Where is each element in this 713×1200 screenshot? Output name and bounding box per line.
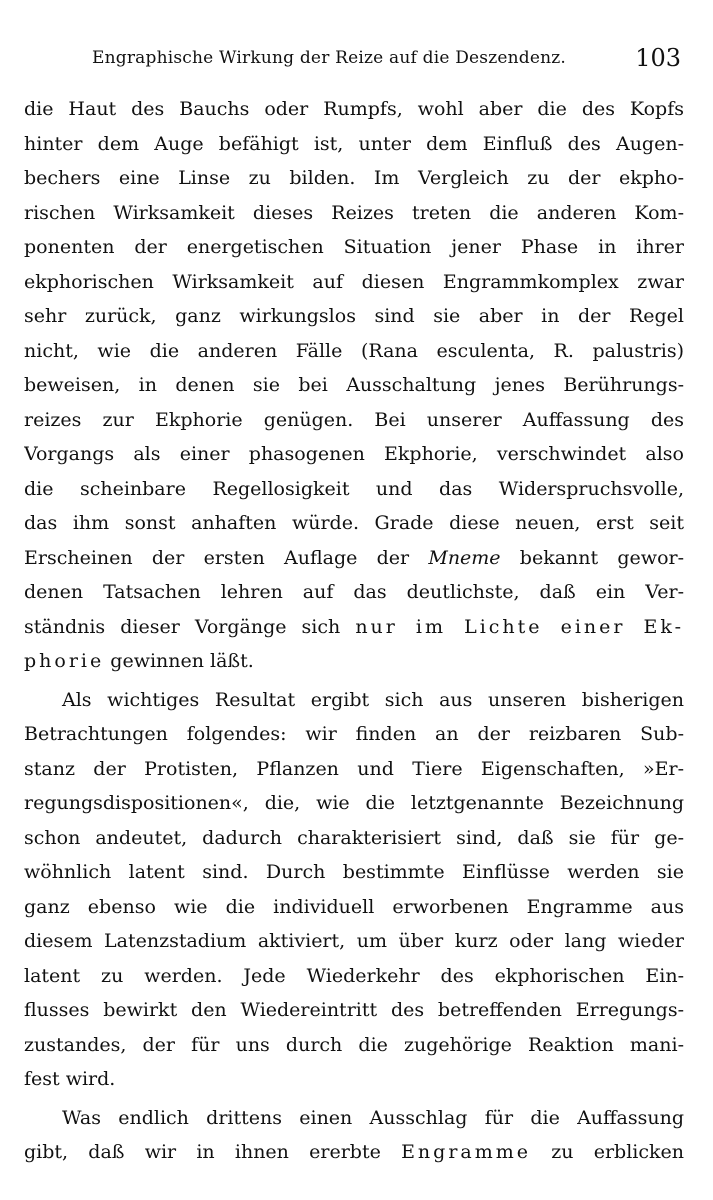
text-line: flusses bewirkt den Wiedereintritt des betreffenden Erregungs- — [24, 999, 684, 1021]
body-text — [24, 92, 684, 1170]
text-line: Als wichtiges Resultat ergibt sich aus unseren bisherigen — [62, 688, 684, 711]
text-line: stanz der Protisten, Pflanzen und Tiere Eigenschaften, »Er- — [24, 757, 684, 780]
text-segment: gewinnen läßt. — [104, 650, 254, 672]
emphasized-term: Mneme — [428, 546, 501, 569]
spaced-emphasis: phorie — [24, 650, 105, 672]
text-line: schon andeutet, dadurch charakterisiert sind, daß sie für ge- — [24, 826, 684, 849]
text-line: zustandes, der für uns durch die zugehörige Reaktion mani- — [24, 1033, 684, 1056]
text-line: reizes zur Ekphorie genügen. Bei unserer Auffassung des — [24, 408, 684, 431]
text-line: bechers eine Linse zu bilden. Im Vergleich zu der ekpho- — [24, 167, 684, 189]
text-line: fest wird. — [24, 1068, 116, 1090]
text-line: wöhnlich latent sind. Durch bestimmte Einflüsse werden sie — [24, 861, 684, 883]
page-number: 103 — [635, 44, 681, 72]
text-line: regungsdispositionen«, die, wie die letztgenannte Bezeichnung — [24, 792, 684, 814]
text-line: rischen Wirksamkeit dieses Reizes treten die anderen Kom- — [24, 201, 684, 224]
text-segment: Erscheinen der ersten Auflage der — [24, 546, 429, 569]
text-line: Was endlich drittens einen Ausschlag für die Auffassung — [62, 1106, 684, 1129]
text-segment: bekannt gewor- — [500, 546, 684, 569]
text-line: ganz ebenso wie die individuell erworbenen Engramme aus — [24, 895, 684, 918]
text-line: ekphorischen Wirksamkeit auf diesen Engrammkomplex zwar — [24, 270, 684, 293]
running-head — [30, 42, 683, 78]
text-line: ponenten der energetischen Situation jener Phase in ihrer — [24, 236, 684, 258]
spaced-emphasis: Engramme — [401, 1141, 532, 1163]
text-line — [24, 644, 684, 679]
text-line: denen Tatsachen lehren auf das deutlichste, daß ein Ver- — [24, 581, 684, 603]
paragraph-3 — [24, 1101, 684, 1170]
text-line — [24, 541, 684, 576]
running-title: Engraphische Wirkung der Reize auf die Deszendenz. — [92, 48, 567, 68]
text-line: Vorgangs als einer phasogenen Ekphorie, verschwindet also — [24, 443, 684, 465]
paragraph-2 — [24, 683, 684, 1097]
text-segment: gibt, daß wir in ihnen ererbte — [24, 1141, 402, 1163]
paragraph-1 — [24, 92, 684, 679]
text-segment: zu erblicken — [531, 1141, 684, 1163]
text-line: diesem Latenzstadium aktiviert, um über kurz oder lang wieder — [24, 930, 684, 952]
text-line: die Haut des Bauchs oder Rumpfs, wohl aber die des Kopfs — [24, 98, 684, 120]
text-line: Betrachtungen folgendes: wir finden an der reizbaren Sub- — [24, 723, 684, 745]
text-line: nicht, wie die anderen Fälle (Rana esculenta, R. palustris) — [24, 339, 684, 362]
text-line: sehr zurück, ganz wirkungslos sind sie aber in der Regel — [24, 305, 684, 327]
spaced-emphasis: nur im Lichte einer Ek- — [355, 615, 684, 638]
text-line: das ihm sonst anhaften würde. Grade diese neuen, erst seit — [24, 512, 684, 534]
text-line — [24, 610, 684, 645]
text-line: hinter dem Auge befähigt ist, unter dem Einfluß des Augen- — [24, 132, 684, 155]
text-line: latent zu werden. Jede Wiederkehr des ekphorischen Ein- — [24, 964, 684, 987]
text-segment: ständnis dieser Vorgänge sich — [24, 615, 356, 638]
text-line: die scheinbare Regellosigkeit und das Widerspruchsvolle, — [24, 477, 684, 500]
text-line: beweisen, in denen sie bei Ausschaltung jenes Berührungs- — [24, 374, 684, 396]
text-line — [24, 1135, 684, 1170]
